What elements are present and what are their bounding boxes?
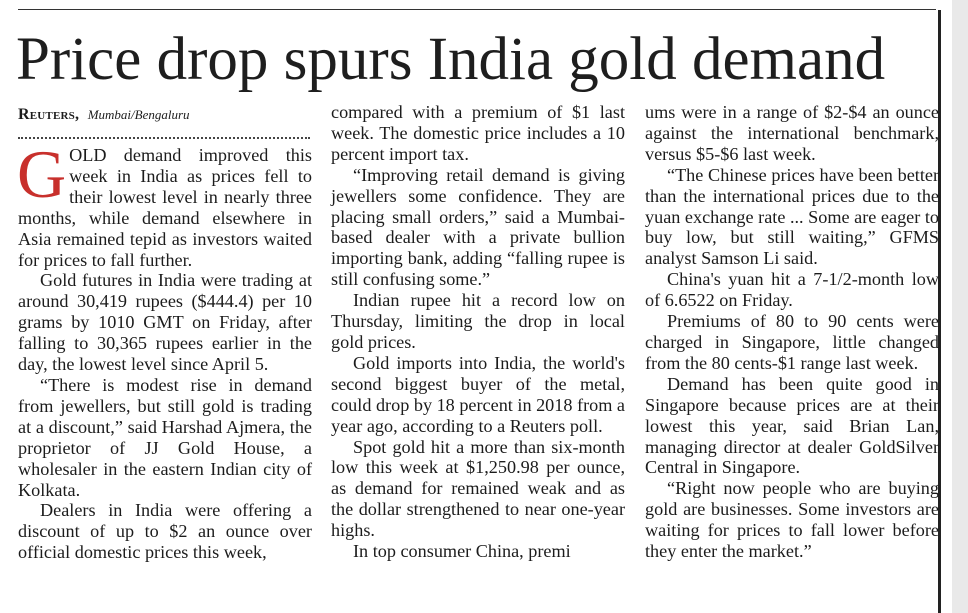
paragraph: Premiums of 80 to 90 cents were charged in Singapore, little changed from the 80 cents-$1 range last week. — [645, 311, 939, 373]
drop-cap: G — [17, 136, 67, 212]
paragraph: Gold futures in India were trading at around 30,419 rupees ($444.4) per 10 grams by 1010 GMT on Friday, after falling to 30,365 rupees earlier in the day, the lowest level since April 5. — [18, 270, 312, 375]
paragraph: China's yuan hit a 7-1/2-month low of 6.6522 on Friday. — [645, 269, 939, 311]
headline: Price drop spurs India gold demand — [16, 26, 886, 93]
paragraph-continued: compared with a premium of $1 last week. The domestic price includes a 10 percent import tax. — [331, 102, 625, 164]
paragraph: Gold imports into India, the world's second biggest buyer of the metal, could drop by 18 percent in 2018 from a year ago, according to a Reuters poll. — [331, 352, 625, 436]
paragraph: Spot gold hit a more than six-month low this week at $1,250.98 per ounce, as demand for remained weak and as the dollar strengthened to near one-year highs. — [331, 436, 625, 541]
top-rule — [18, 9, 936, 10]
byline — [18, 102, 312, 126]
paragraph: “The Chinese prices have been better than the international prices due to the yuan exchange rate ... Some are eager to buy low, but still waiting,” GFMS analyst Samson Li said. — [645, 164, 939, 269]
paragraph: Indian rupee hit a record low on Thursday, limiting the drop in local gold prices. — [331, 290, 625, 352]
byline-agency: Reuters, — [18, 106, 80, 123]
paragraph: “Improving retail demand is giving jewellers some confidence. They are placing small orders,” said a Mumbai-based dealer with a private bullion importing bank, adding “falling rupee is still confusing some.” — [331, 164, 625, 290]
lead-text: OLD demand improved this week in India as prices fell to their lowest level in nearly three months, while demand elsewhere in Asia remained tepid as investors waited for prices to fall further. — [18, 145, 312, 270]
paragraph: In top consumer China, premi — [353, 541, 571, 562]
page-margin — [952, 0, 968, 613]
column-3 — [645, 102, 939, 562]
lead-paragraph — [17, 136, 312, 270]
paragraph-continued: ums were in a range of $2-$4 an ounce against the international benchmark, versus $5-$6 last week. — [645, 102, 939, 164]
paragraph: “There is modest rise in demand from jewellers, but still gold is trading at a discount,” said Harshad Ajmera, the proprietor of JJ Gold House, a wholesaler in the eastern Indian city of Kolkata. — [18, 374, 312, 500]
column-1 — [18, 102, 312, 563]
byline-location: Mumbai/Bengaluru — [87, 107, 190, 122]
paragraph: “Right now people who are buying gold are businesses. Some investors are waiting for prices to fall lower before they enter the market.” — [645, 478, 939, 562]
paragraph: Demand has been quite good in Singapore because prices are at their lowest this year, said Brian Lan, managing director at dealer GoldSilver Central in Singapore. — [645, 373, 939, 478]
column-2 — [331, 102, 625, 562]
paragraph: Dealers in India were offering a discount of up to $2 an ounce over official domestic prices this week, — [18, 500, 312, 563]
